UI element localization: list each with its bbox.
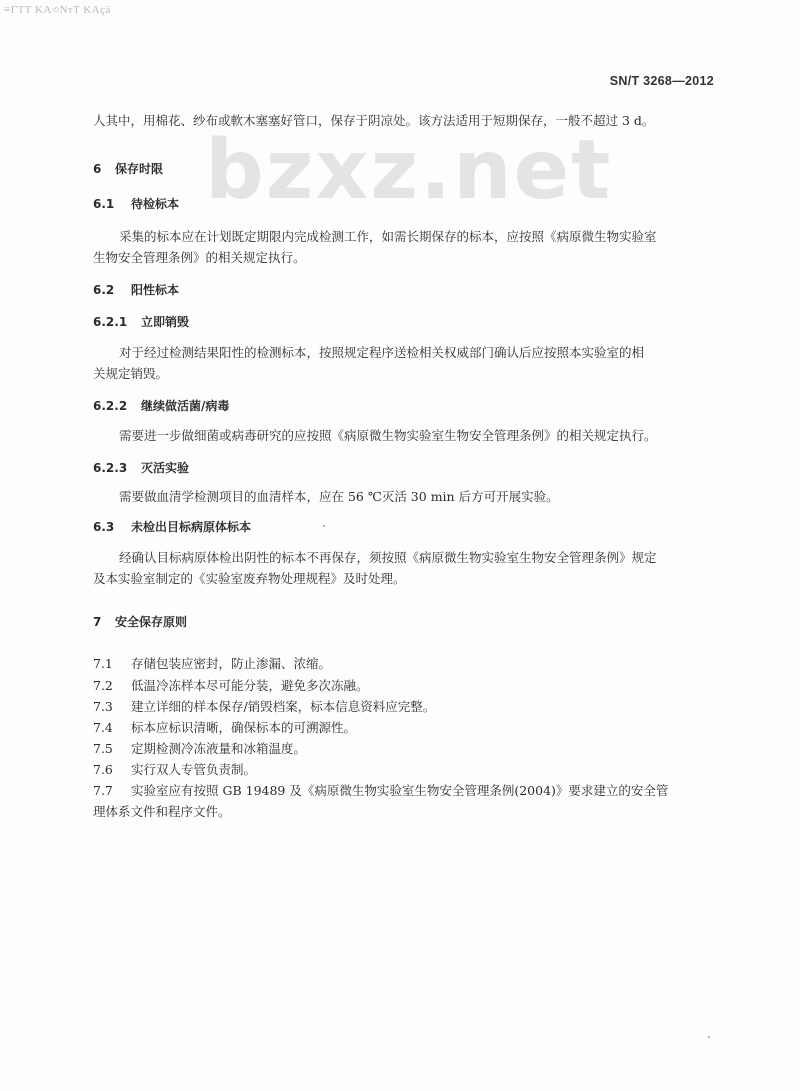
section-6-2-1-heading: [93, 314, 189, 330]
item-number: 7.5: [93, 741, 113, 756]
item-number: 7.3: [93, 699, 113, 714]
section-title: 阳性标本: [131, 283, 180, 297]
item-text: 低温冷冻样本尽可能分装，避免多次冻融。: [131, 678, 369, 693]
item-text: 实验室应有按照 GB 19489 及《病原微生物实验室生物安全管理条例(2004)》要求建立的安全管: [131, 783, 669, 798]
paragraph-6-1-line-1: 采集的标本应在计划既定期限内完成检测工作，如需长期保存的标本，应按照《病原微生物实验室: [119, 229, 657, 244]
section-title: 继续做活菌/病毒: [141, 399, 230, 413]
standard-number: SN/T 3268—2012: [609, 74, 714, 88]
section-number: 6.3: [93, 520, 115, 534]
paragraph-6-2-2-line-1: 需要进一步做细菌或病毒研究的应按照《病原微生物实验室生物安全管理条例》的相关规定执行。: [119, 428, 657, 443]
item-number: 7.6: [93, 762, 113, 777]
section-title: 灭活实验: [141, 461, 190, 475]
item-number: 7.1: [93, 656, 113, 671]
list-item: [93, 762, 256, 778]
section-number: 6.2.3: [93, 461, 128, 475]
paragraph-6-2-1-line-2: 关规定销毁。: [93, 366, 169, 381]
paragraph-6-2-1-line-1: 对于经过检测结果阳性的检测标本，按照规定程序送检相关权威部门确认后应按照本实验室的相: [119, 345, 645, 360]
section-title: 安全保存原则: [115, 615, 188, 629]
list-item: [93, 699, 435, 715]
section-title: 保存时限: [115, 162, 164, 176]
item-text: 存储包装应密封，防止渗漏、浓缩。: [131, 656, 332, 671]
section-6-3-heading: [93, 519, 251, 535]
paragraph-6-2-3-line-1: 需要做血清学检测项目的血清样本，应在 56 ℃灭活 30 min 后方可开展实验。: [119, 489, 559, 504]
list-item-continuation: 理体系文件和程序文件。: [93, 804, 231, 819]
paragraph-6-1-line-2: 生物安全管理条例》的相关规定执行。: [93, 250, 306, 265]
section-6-1-heading: [93, 196, 179, 212]
item-number: 7.7: [93, 783, 113, 798]
section-7-heading: [93, 614, 187, 630]
section-number: 6.1: [93, 197, 115, 211]
section-number: 6: [93, 162, 102, 176]
list-item: [93, 678, 369, 694]
item-number: 7.4: [93, 720, 113, 735]
item-text: 建立详细的样本保存/销毁档案，标本信息资料应完整。: [131, 699, 436, 714]
item-text: 实行双人专管负责制。: [131, 762, 257, 777]
paragraph-6-3-line-1: 经确认目标病原体检出阴性的标本不再保存，须按照《病原微生物实验室生物安全管理条例》规定: [119, 550, 657, 565]
section-6-heading: [93, 161, 163, 177]
section-number: 6.2: [93, 283, 115, 297]
section-title: 未检出目标病原体标本: [131, 520, 252, 534]
item-number: 7.2: [93, 678, 113, 693]
scan-speck: [708, 1036, 710, 1038]
list-item: [93, 783, 668, 799]
section-number: 6.2.1: [93, 315, 128, 329]
scan-corner-mark: ≡ΓΤΤ ΚΑ৩ΝτΤ ΚΑçä: [4, 4, 111, 16]
section-6-2-2-heading: [93, 398, 229, 414]
section-6-2-3-heading: [93, 460, 189, 476]
continuation-text: 人其中，用棉花、纱布或軟木塞塞好管口，保存于阴凉处。该方法适用于短期保存，一般不超过 3 d。: [93, 113, 655, 128]
section-6-2-heading: [93, 282, 179, 298]
section-number: 6.2.2: [93, 399, 128, 413]
section-title: 待检标本: [131, 197, 180, 211]
paragraph-6-3-line-2: 及本实验室制定的《实验室废弃物处理规程》及时处理。: [93, 571, 406, 586]
item-text: 标本应标识清晰，确保标本的可溯源性。: [131, 720, 357, 735]
watermark: bzxz.net: [205, 123, 613, 218]
list-item: [93, 720, 356, 736]
scan-speck: [323, 525, 325, 527]
section-number: 7: [93, 615, 102, 629]
list-item: [93, 741, 306, 757]
list-item: [93, 656, 331, 672]
item-text: 定期检测冷冻液量和冰箱温度。: [131, 741, 307, 756]
section-title: 立即销毁: [141, 315, 190, 329]
